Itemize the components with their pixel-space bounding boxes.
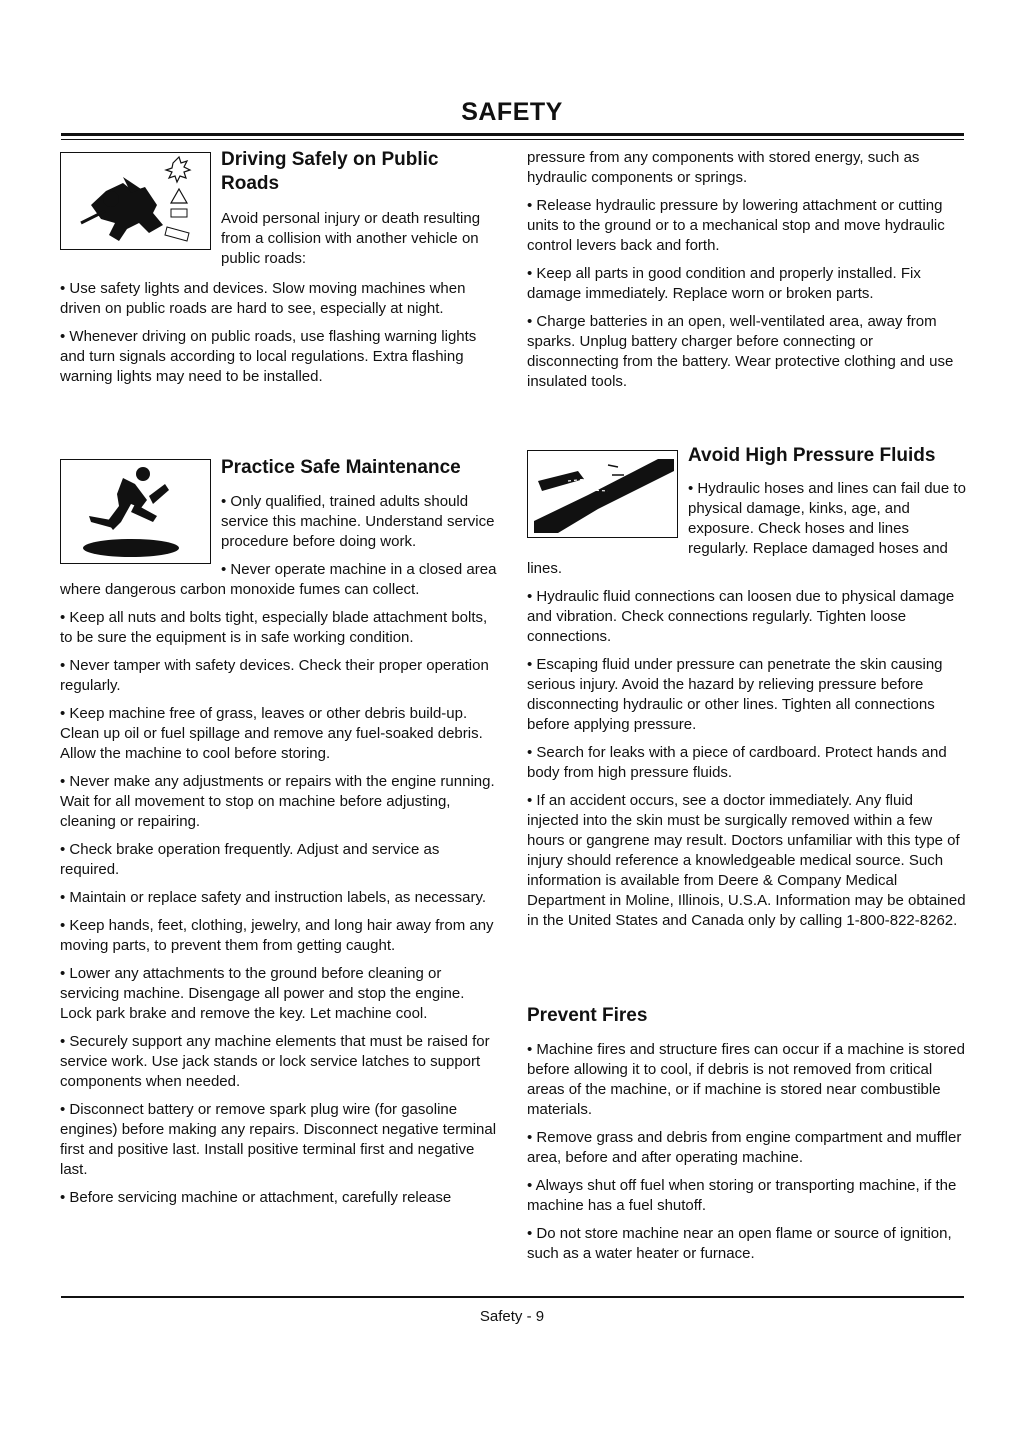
list-item: • Lower any attachments to the ground before cleaning or servicing machine. Disengage all power and stop the engine. Lock park brake and remove the key. Let machine cool. bbox=[60, 965, 465, 1022]
list-item: • Never operate machine in a closed area where dangerous carbon monoxide fumes can collect. bbox=[60, 561, 497, 598]
list-item: • Keep all parts in good condition and properly installed. Fix damage immediately. Replace worn or broken parts. bbox=[527, 265, 921, 302]
list-item: • Only qualified, trained adults should service this machine. Understand service procedure before doing work. bbox=[221, 493, 495, 550]
list-item: • Keep hands, feet, clothing, jewelry, and long hair away from any moving parts, to prevent them from getting caught. bbox=[60, 917, 494, 954]
list-item: • Machine fires and structure fires can occur if a machine is stored before allowing it to cool, if debris is not removed from critical areas of the machine, or if machine is stored near combustible materials. bbox=[527, 1041, 965, 1118]
list-item: • Use safety lights and devices. Slow moving machines when driven on public roads are hard to see, especially at night. bbox=[60, 280, 466, 317]
list-item: • Maintain or replace safety and instruction labels, as necessary. bbox=[60, 889, 487, 906]
section-fires bbox=[527, 1004, 967, 1272]
list-item: • Search for leaks with a piece of cardboard. Protect hands and body from high pressure fluids. bbox=[527, 744, 947, 781]
list-item: • Keep all nuts and bolts tight, especially blade attachment bolts, to be sure the equipment is in safe working condition. bbox=[60, 609, 488, 646]
list-item: • Release hydraulic pressure by lowering attachment or cutting units to the ground or to a mechanical stop and move hydraulic control levers back and forth. bbox=[527, 197, 945, 254]
section-maintenance-continued bbox=[527, 148, 967, 400]
list-item: pressure from any components with stored energy, such as hydraulic components or springs. bbox=[527, 149, 920, 186]
header-rule-thin bbox=[61, 139, 964, 140]
list-item: • Disconnect battery or remove spark plug wire (for gasoline engines) before making any repairs. Disconnect negative terminal first and positive last. Install positive terminal first and negative last. bbox=[60, 1101, 497, 1178]
list-item: • Always shut off fuel when storing or transporting machine, if the machine has a fuel shutoff. bbox=[527, 1177, 957, 1214]
list-item: • If an accident occurs, see a doctor immediately. Any fluid injected into the skin must be surgically removed within a few hours or gangrene may result. Doctors unfamiliar with this type of injury should reference a knowledgeable medical source. Such information is available from Deere & Company Medical Department in Moline, Illinois, U.S.A. Information may be obtained in the United States and Canada only by calling 1-800-822-8262. bbox=[527, 792, 966, 929]
list-item: • Before servicing machine or attachment, carefully release bbox=[60, 1189, 452, 1206]
section-driving bbox=[60, 148, 500, 395]
list-item: • Do not store machine near an open flame or source of ignition, such as a water heater or furnace. bbox=[527, 1225, 952, 1262]
collision-warning-icon bbox=[60, 152, 211, 250]
list-item: • Remove grass and debris from engine compartment and muffler area, before and after operating machine. bbox=[527, 1129, 962, 1166]
footer-rule bbox=[61, 1296, 964, 1298]
page-footer: Safety - 9 bbox=[479, 1308, 545, 1325]
list-item: • Escaping fluid under pressure can penetrate the skin causing serious injury. Avoid the hazard by relieving pressure before disconnecting hydraulic or other lines. Tighten all connections before applying pressure. bbox=[527, 656, 943, 733]
list-item: • Securely support any machine elements that must be raised for service work. Use jack stands or lock service latches to support components when needed. bbox=[60, 1033, 490, 1090]
driving-heading: Driving Safely on Public Roads bbox=[221, 149, 439, 194]
list-item: • Check brake operation frequently. Adjust and service as required. bbox=[60, 841, 440, 878]
fires-heading: Prevent Fires bbox=[527, 1005, 648, 1026]
list-item: • Never make any adjustments or repairs with the engine running. Wait for all movement to stop on machine before adjusting, cleaning or repairing. bbox=[60, 773, 495, 830]
list-item: • Keep machine free of grass, leaves or other debris build-up. Clean up oil or fuel spillage and remove any fuel-soaked debris. Allow the machine to cool before storing. bbox=[60, 705, 483, 762]
header-rule bbox=[61, 133, 964, 136]
page-title: SAFETY bbox=[461, 98, 563, 126]
list-item: • Hydraulic fluid connections can loosen due to physical damage and vibration. Check connections regularly. Tighten loose connections. bbox=[527, 588, 955, 645]
maintenance-heading: Practice Safe Maintenance bbox=[221, 457, 461, 478]
fluids-heading: Avoid High Pressure Fluids bbox=[688, 445, 936, 466]
driving-intro: Avoid personal injury or death resulting from a collision with another vehicle on public roads: bbox=[221, 210, 481, 267]
list-item: • Charge batteries in an open, well-ventilated area, away from sparks. Unplug battery charger before connecting or disconnecting from the battery. Wear protective clothing and use insulated tools. bbox=[527, 313, 954, 390]
list-item: • Hydraulic hoses and lines can fail due to physical damage, kinks, age, and exposure. Check hoses and lines regularly. Replace damaged hoses and lines. bbox=[527, 480, 966, 577]
high-pressure-fluid-icon bbox=[527, 450, 678, 538]
section-fluids bbox=[527, 444, 967, 939]
section-maintenance bbox=[60, 454, 500, 1216]
slip-fall-icon bbox=[60, 459, 211, 564]
list-item: • Never tamper with safety devices. Check their proper operation regularly. bbox=[60, 657, 489, 694]
list-item: • Whenever driving on public roads, use flashing warning lights and turn signals according to local regulations. Extra flashing warning lights may need to be installed. bbox=[60, 328, 477, 385]
